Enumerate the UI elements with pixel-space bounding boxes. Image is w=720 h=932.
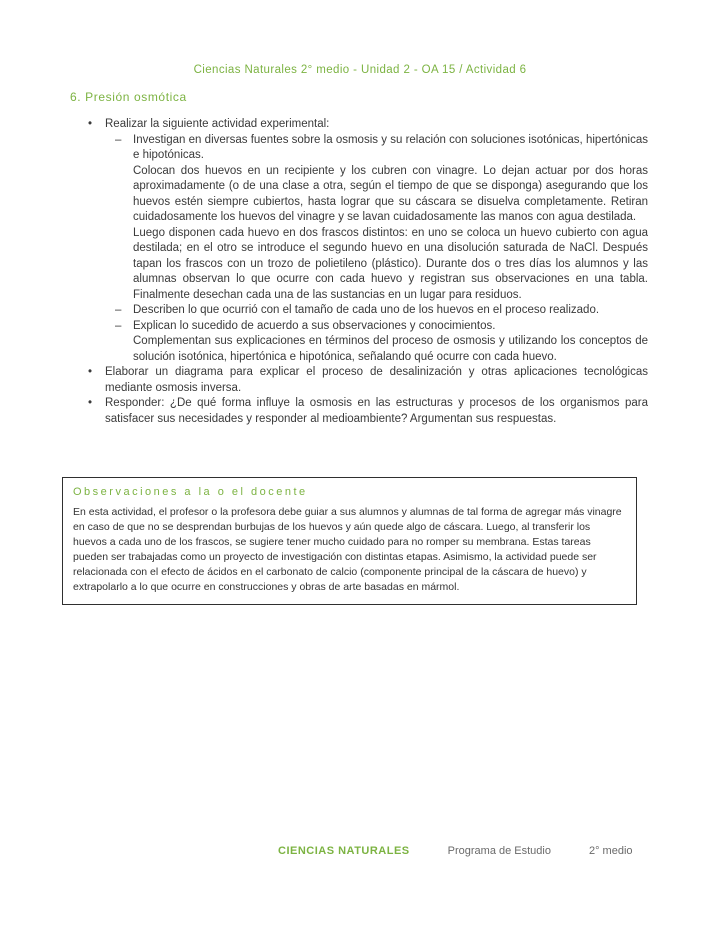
activity-paragraph-text: Luego disponen cada huevo en dos frascos distintos: en uno se coloca un huevo cubierto con agua destilada; en el otro se introduce el segundo huevo en una disolución saturada de NaCl. Después tapan los frascos con un trozo de polietileno (plástico). Durante dos o tres días los alumnos y las alumnas observan lo que ocurre con cada huevo y registran sus observaciones en una tabla. Finalmente desechan cada una de las sustancias en un lugar para residuos. [133, 226, 648, 301]
activity-substep-text: Explican lo sucedido de acuerdo a sus observaciones y conocimientos. [133, 319, 496, 332]
bullet-marker: • [88, 366, 93, 378]
observations-title: Observaciones a la o el docente [73, 486, 308, 498]
activity-substep [88, 133, 648, 164]
breadcrumb: Ciencias Naturales 2° medio - Unidad 2 - OA 15 / Actividad 6 [193, 64, 527, 76]
dash-marker: – [115, 319, 122, 332]
teacher-observations-box [62, 477, 637, 605]
observations-body: En esta actividad, el profesor o la profesora debe guiar a sus alumnos y alumnas de tal forma de agregar más vinagre en caso de que no se desprendan burbujas de los huevos y aún quede algo de cáscara. Luego, al transferir los huevos a cada uno de los frascos, se sugiere tener mucho cuidado para no romper su membrana. Estas tareas pueden ser trabajadas como un proyecto de investigación con distintas etapas. Asimismo, la actividad puede ser relacionada con el efecto de ácidos en el carbonato de calcio (componente principal de la cáscara de huevo) y extrapolarlo a lo que ocurre en construcciones y obras de arte basadas en mármol. [73, 506, 622, 593]
activity-paragraph [88, 164, 648, 226]
activity-step [88, 365, 648, 396]
activity-list [88, 117, 648, 427]
dash-marker: – [115, 304, 122, 316]
activity-paragraph-text: Colocan dos huevos en un recipiente y los cubren con vinagre. Lo dejan actuar por dos horas aproximadamente (o de una clase a otra, según el tiempo de que se disponga) asegurando que los huevos estén siempre cubiertos, hasta lograr que su cáscara se disuelva completamente. Retiran cuidadosamente los huevos del vinagre y se lavan cuidadosamente las manos con agua destilada. [133, 164, 648, 223]
footer-grade-label: 2° medio [588, 845, 633, 857]
activity-paragraph-text: Complementan sus explicaciones en términos del proceso de osmosis y utilizando los conceptos de solución isotónica, hipertónica e hipotónica, señalando qué ocurre con cada huevo. [133, 335, 648, 363]
activity-step [88, 117, 648, 133]
dash-marker: – [115, 133, 122, 146]
activity-step-text: Realizar la siguiente actividad experimental: [105, 118, 330, 130]
page-footer [278, 845, 633, 857]
activity-substep-text: Investigan en diversas fuentes sobre la osmosis y su relación con soluciones isotónicas, hipertónicas e hipotónicas. [133, 133, 648, 161]
activity-paragraph [88, 226, 648, 304]
footer-subject-label: CIENCIAS NATURALES [278, 845, 410, 857]
activity-substep [88, 319, 648, 335]
activity-substep-text: Describen lo que ocurrió con el tamaño de cada uno de los huevos en el proceso realizado. [133, 304, 600, 316]
section-title: 6. Presión osmótica [70, 90, 187, 104]
bullet-marker: • [88, 397, 93, 409]
activity-step [88, 396, 648, 427]
activity-substep [88, 303, 648, 319]
footer-program-label: Programa de Estudio [447, 845, 551, 857]
bullet-marker: • [88, 118, 93, 130]
activity-step-text: Responder: ¿De qué forma influye la osmosis en las estructuras y procesos de los organismos para satisfacer sus necesidades y responder al medioambiente? Argumentan sus respuestas. [105, 397, 648, 425]
activity-paragraph [88, 334, 648, 365]
activity-step-text: Elaborar un diagrama para explicar el proceso de desalinización y otras aplicaciones tecnológicas mediante osmosis inversa. [105, 366, 648, 394]
